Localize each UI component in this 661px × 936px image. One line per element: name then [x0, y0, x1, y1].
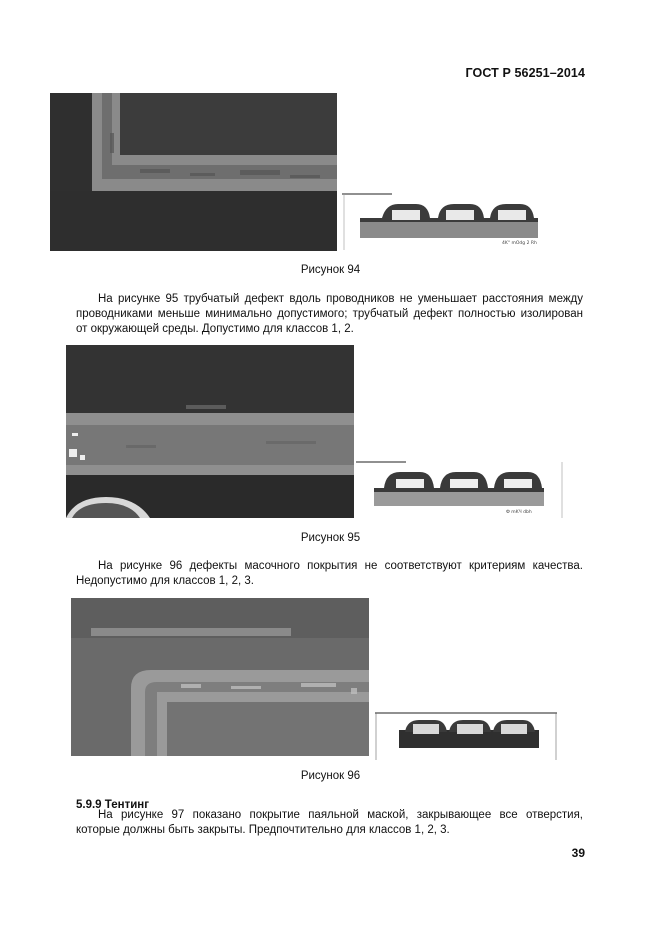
- figure-95-caption: Рисунок 95: [300, 532, 361, 544]
- figure-95-scale-label: Ф mKЧ dbh: [506, 510, 532, 515]
- figure-96-diagram: [375, 712, 557, 760]
- figure-94-photo: [50, 93, 337, 251]
- paragraph-figure-97: На рисунке 97 показано покрытие паяльной маской, закрывающее все отверстия, которые должны быть закрыты. Предпочтительно для классов 1, 2, 3.: [76, 809, 583, 836]
- figure-94-diagram: [342, 192, 556, 250]
- paragraph-figure-96: На рисунке 96 дефекты масочного покрытия не соответствуют критериям качества. Недопустимо для классов 1, 2, 3.: [76, 560, 583, 587]
- figure-95-photo: [66, 345, 354, 518]
- figure-96-caption: Рисунок 96: [300, 770, 361, 782]
- document-header: ГОСТ Р 56251–2014: [465, 66, 585, 80]
- page-number: 39: [571, 846, 585, 860]
- figure-96-photo: [71, 598, 369, 756]
- paragraph-figure-95: На рисунке 95 трубчатый дефект вдоль проводников не уменьшает расстояния между проводниками меньше минимально допустимого; трубчатый дефект полностью изолирован от окружающей среды. Допустимо для классов 1, 2.: [76, 293, 583, 335]
- section-heading: 5.9.9 Тентинг: [76, 799, 150, 811]
- figure-95-diagram: [356, 460, 564, 518]
- figure-94-caption: Рисунок 94: [300, 264, 361, 276]
- figure-94-scale-label: 4K° mOdg 2 Rh: [502, 241, 537, 246]
